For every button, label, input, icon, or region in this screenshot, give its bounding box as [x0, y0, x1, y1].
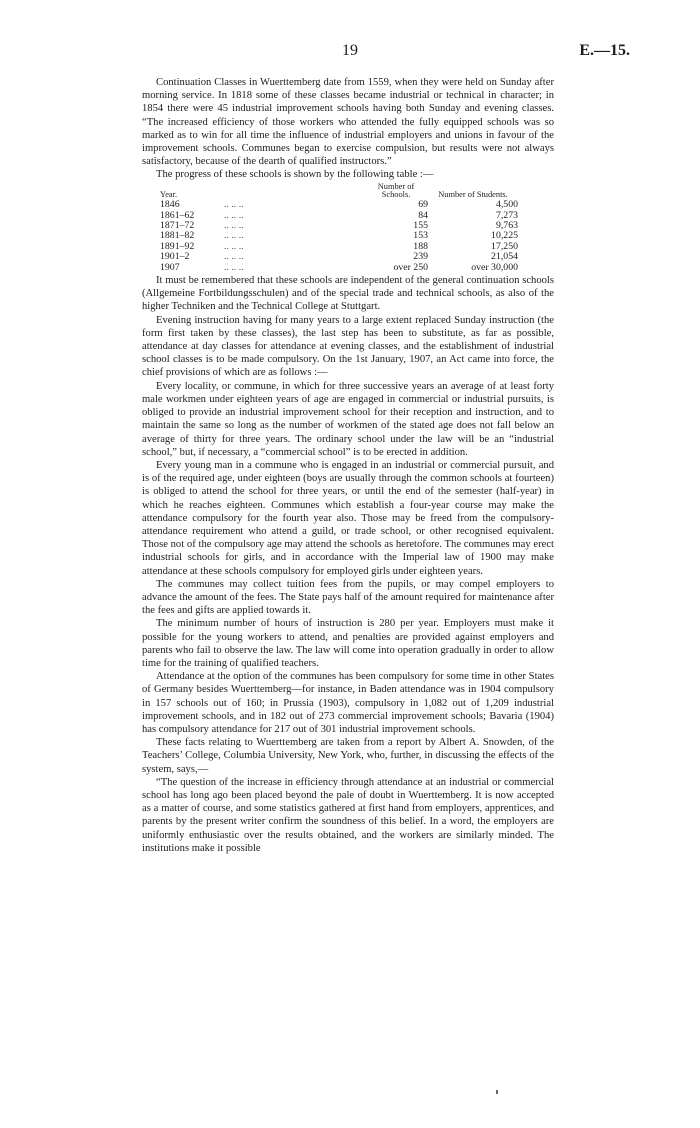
cell-students: over 30,000: [471, 261, 518, 273]
table-row: [160, 231, 518, 241]
cell-schools: 69: [418, 199, 428, 211]
cell-year: 1907: [160, 261, 180, 273]
paragraph: Continuation Classes in Wuerttemberg date from 1559, when they were held on Sunday after morning service. In 1818 some of these classes became industrial or technical in character; in 1854 there were 45 industrial improvement schools having both Sunday and evening classes. “The increased efficiency of those workers who attended the fully equipped schools was so marked as to win for all time the influence of industrial employers and unions in favour of the improvement schools. Communes began to exercise compulsion, but results were not always satisfactory, because of the dearth of qualified instructors.”: [142, 77, 554, 168]
cell-schools: 188: [413, 240, 428, 252]
table-row: [160, 221, 518, 231]
cell-leader-dots: .. .. ..: [224, 251, 244, 263]
cell-year: 1871–72: [160, 220, 195, 232]
column-header-schools: Number of Schools.: [377, 181, 415, 200]
table-row: [160, 211, 518, 221]
table-header-row: [160, 183, 518, 201]
cell-year: 1891–92: [160, 240, 195, 252]
cell-schools: 239: [413, 251, 428, 263]
paragraph: Evening instruction having for many years to a large extent replaced Sunday instruction (the form first taken by these classes), the last step has been to substitute, as far as possible, attendance at day classes for attendance at evening classes, and the establishment of industrial school classes is to be made compulsory. On the 1st January, 1907, an Act came into force, the chief provisions of which are as follows :—: [142, 314, 554, 379]
table-row: [160, 263, 518, 273]
cell-leader-dots: .. .. ..: [224, 240, 244, 252]
paragraph: It must be remembered that these schools are independent of the general continuation schools (Allgemeine Fortbildungsschulen) and of the special trade and technical schools, as also of the higher Techniken and the Technical College at Stuttgart.: [142, 275, 554, 313]
cell-year: 1881–82: [160, 230, 195, 242]
cell-year: 1846: [160, 199, 180, 211]
cell-students: 10,225: [491, 230, 518, 242]
paragraph: The progress of these schools is shown by the following table :—: [156, 169, 434, 181]
cell-schools: 153: [413, 230, 428, 242]
cell-year: 1901–2: [160, 251, 190, 263]
cell-leader-dots: .. .. ..: [224, 199, 244, 211]
cell-leader-dots: .. .. ..: [224, 220, 244, 232]
paragraph: Every young man in a commune who is engaged in an industrial or commercial pursuit, and is of the required age, under eighteen (boys are usually through the common schools at fourteen) is obliged to attend the school for three years, or until the end of the semester (half-year) in which he reaches eighteen. Communes which establish a four-year course may make the attendance compulsory for the fourth year also. Those may be freed from the compulsory-attendance requirement who attend a guild, or trade school, or other recognised equivalent. Those not of the compulsory age may attend the schools as heretofore. The communes may erect industrial schools for girls, and in accordance with the Imperial law of 1900 may make attendance at these schools compulsory for employed girls under eighteen years.: [142, 459, 554, 577]
paragraph: These facts relating to Wuerttemberg are taken from a report by Albert A. Snowden, of the Teachers’ College, Columbia University, New York, who, further, in discussing the effects of the system, says,—: [142, 737, 554, 775]
cell-leader-dots: .. .. ..: [224, 261, 244, 273]
cell-students: 9,763: [495, 220, 518, 232]
cell-leader-dots: .. .. ..: [224, 209, 244, 221]
table-row: [160, 200, 518, 210]
schools-progress-table: [160, 183, 518, 273]
paragraph: The communes may collect tuition fees from the pupils, or may compel employers to advance the amount of the fees. The State pays half of the amount required for maintenance after the fees and gifts are applied towards it.: [142, 578, 554, 617]
document-reference: E.—15.: [579, 42, 630, 59]
cell-students: 4,500: [495, 199, 518, 211]
column-header-year: Year.: [160, 190, 178, 200]
page-number: 19: [342, 42, 358, 59]
table-row: [160, 242, 518, 252]
paragraph: Every locality, or commune, in which for three successive years an average of at least forty male workmen under eighteen years of age are engaged in commercial or industrial pursuits, is obliged to provide an industrial improvement school for their reception and instruction, and to maintain the same so long as the number of workmen of the stated age does not fall below an average of thirty for three years. The ordinary school under the law will be an “industrial school,” but, if necessary, a “commercial school” is to be erected in addition.: [142, 380, 554, 458]
scan-speck: [496, 1090, 498, 1094]
cell-students: 17,250: [491, 240, 518, 252]
cell-schools: over 250: [393, 261, 428, 273]
cell-students: 7,273: [495, 209, 518, 221]
column-header-students: Number of Students.: [438, 190, 508, 200]
paragraph: Attendance at the option of the communes has been compulsory for some time in other States of Germany besides Wuerttemberg—for instance, in Baden attendance was in 1904 compulsory in 157 schools out of 160; in Prussia (1903), compulsory in 1,082 out of 1,209 industrial improvement schools, and in 182 out of 273 commercial improvement schools; Bavaria (1904) has compulsory attendance for 217 out of 301 industrial improvement schools.: [142, 671, 554, 735]
cell-leader-dots: .. .. ..: [224, 230, 244, 242]
cell-students: 21,054: [491, 251, 518, 263]
paragraph: The minimum number of hours of instruction is 280 per year. Employers must make it possible for the young workers to attend, and penalties are provided against employers and parents who fail to observe the law. The law will come into operation gradually in order to allow time for the training of qualified teachers.: [142, 618, 554, 669]
paragraph: “The question of the increase in efficiency through attendance at an industrial or commercial school has long ago been placed beyond the pale of doubt in Wuerttemberg. It is now accepted as a matter of course, and some statistics gathered at first hand from employers, apprentices, and parents by the present writer confirm the soundness of this belief. In a word, the employers are uniformly enthusiastic over the results obtained, and the workers are similarly minded. The institutions make it possible: [142, 776, 554, 854]
cell-year: 1861–62: [160, 209, 195, 221]
table-row: [160, 252, 518, 262]
column-header-spacer: [224, 183, 364, 201]
cell-schools: 155: [413, 220, 428, 232]
cell-schools: 84: [418, 209, 428, 221]
document-body: [142, 76, 554, 855]
